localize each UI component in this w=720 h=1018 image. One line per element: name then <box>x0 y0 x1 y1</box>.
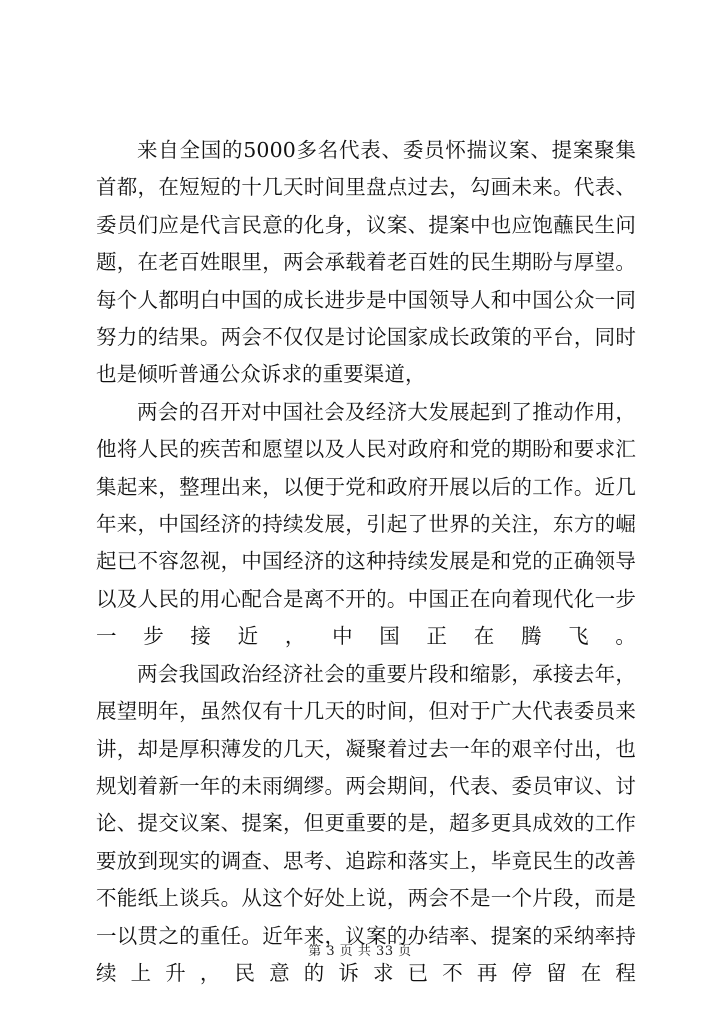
paragraph-3: 两会我国政治经济社会的重要片段和缩影，承接去年，展望明年，虽然仅有十几天的时间，但对于广大代表委员来讲，却是厚积薄发的几天，凝聚着过去一年的艰辛付出，也规划着新一年的未雨绸缪。两会期间，代表、委员审议、讨论、提交议案、提案，但更重要的是，超多更具成效的工作要放到现实的调查、思考、追踪和落实上，毕竟民生的改善不能纸上谈兵。从这个好处上说，两会不是一个片段，而是一以贯之的重任。近年来，议案的办结率、提案的采纳率持续上升，民意的诉求已不再停留在程 <box>96 661 636 985</box>
page-number-footer: 第 3 页 共 33 页 <box>308 944 412 959</box>
paragraph-2: 两会的召开对中国社会及经济大发展起到了推动作用，他将人民的疾苦和愿望以及人民对政府和党的期盼和要求汇集起来，整理出来，以便于党和政府开展以后的工作。近几年来，中国经济的持续发展，引起了世界的关注，东方的崛起已不容忽视，中国经济的这种持续发展是和党的正确领导以及人民的用心配合是离不开的。中国正在向着现代化一步一步接近，中国正在腾飞。 <box>96 399 636 649</box>
document-body <box>96 132 636 992</box>
paragraph-1: 来自全国的5000多名代表、委员怀揣议案、提案聚集首都，在短短的十几天时间里盘点过去，勾画未来。代表、委员们应是代言民意的化身，议案、提案中也应饱蘸民生问题，在老百姓眼里，两会承载着老百姓的民生期盼与厚望。每个人都明白中国的成长进步是中国领导人和中国公众一同努力的结果。两会不仅仅是讨论国家成长政策的平台，同时也是倾听普通公众诉求的重要渠道， <box>96 138 636 387</box>
